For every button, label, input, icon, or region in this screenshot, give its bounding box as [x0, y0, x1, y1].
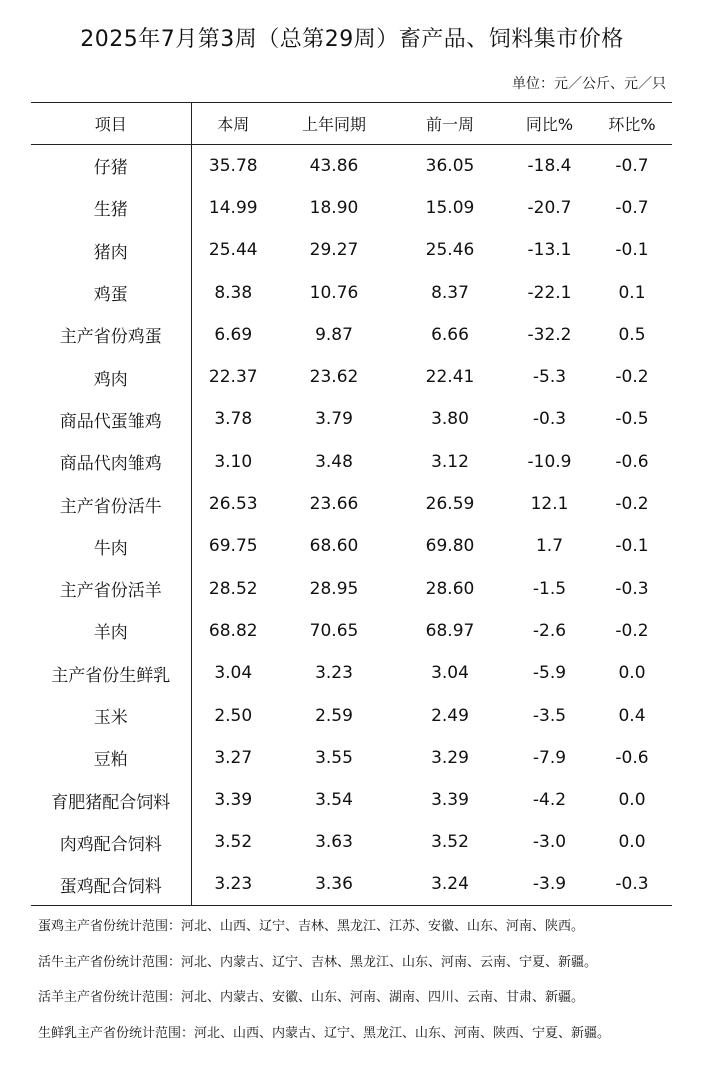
- table-row: [31, 821, 672, 863]
- row-prev-week: 26.59: [425, 494, 475, 515]
- row-wow: -0.1: [615, 240, 649, 261]
- header-yoy: 同比%: [507, 103, 592, 145]
- page-title: 2025年7月第3周（总第29周）畜产品、饲料集市价格: [80, 27, 624, 52]
- row-yoy: -5.9: [532, 663, 567, 684]
- row-this-week: 25.44: [208, 240, 258, 261]
- row-last-year: 43.86: [309, 155, 359, 176]
- table-body: [31, 145, 672, 906]
- row-this-week: 35.78: [208, 155, 258, 176]
- row-yoy: -3.5: [532, 705, 567, 726]
- row-wow: -0.2: [615, 620, 649, 641]
- row-last-year: 3.63: [315, 832, 353, 853]
- row-yoy: -10.9: [527, 451, 572, 472]
- row-yoy: -1.5: [532, 578, 567, 599]
- header-wow: 环比%: [592, 103, 672, 145]
- row-prev-week: 3.12: [431, 451, 469, 472]
- row-wow: 0.4: [618, 705, 646, 726]
- header-this-week: 本周: [191, 103, 275, 145]
- row-yoy: -4.2: [532, 790, 567, 811]
- row-last-year: 3.23: [315, 663, 353, 684]
- row-wow: -0.2: [615, 367, 649, 388]
- row-yoy: -2.6: [532, 620, 567, 641]
- row-yoy: -22.1: [527, 282, 572, 303]
- row-last-year: 68.60: [309, 536, 359, 557]
- row-this-week: 2.50: [214, 705, 253, 726]
- row-item: 商品代肉雏鸡: [31, 441, 191, 483]
- row-prev-week: 69.80: [425, 536, 475, 557]
- header-prev-week: 前一周: [393, 103, 507, 145]
- row-yoy: 1.7: [535, 536, 564, 557]
- footnotes: [38, 918, 678, 1060]
- row-prev-week: 3.52: [431, 832, 469, 853]
- row-item: 主产省份活牛: [31, 483, 191, 525]
- row-yoy: -13.1: [527, 240, 572, 261]
- row-prev-week: 3.80: [431, 409, 469, 430]
- row-this-week: 14.99: [208, 197, 258, 218]
- row-yoy: -18.4: [527, 155, 572, 176]
- row-prev-week: 3.24: [431, 874, 469, 895]
- footnote: 活牛主产省份统计范围：河北、内蒙古、辽宁、吉林、黑龙江、山东、河南、云南、宁夏、新疆。: [38, 954, 598, 970]
- row-item: 玉米: [31, 694, 191, 736]
- table-row: [31, 610, 672, 652]
- price-table: [31, 102, 672, 906]
- row-yoy: -3.0: [532, 832, 567, 853]
- row-last-year: 23.66: [309, 494, 359, 515]
- table-row: [31, 694, 672, 736]
- table-row: [31, 525, 672, 567]
- row-last-year: 23.62: [309, 367, 359, 388]
- row-this-week: 3.04: [214, 663, 253, 684]
- table-row: [31, 398, 672, 440]
- row-item: 鸡肉: [31, 356, 191, 398]
- row-prev-week: 3.04: [431, 663, 469, 684]
- row-item: 鸡蛋: [31, 271, 191, 313]
- table-row: [31, 779, 672, 821]
- row-last-year: 9.87: [315, 324, 353, 345]
- table-row: [31, 271, 672, 313]
- row-prev-week: 28.60: [425, 578, 475, 599]
- row-item: 主产省份鸡蛋: [31, 314, 191, 356]
- row-yoy: -20.7: [527, 197, 572, 218]
- row-last-year: 10.76: [309, 282, 359, 303]
- row-last-year: 2.59: [315, 705, 353, 726]
- row-prev-week: 22.41: [425, 367, 475, 388]
- row-item: 蛋鸡配合饲料: [31, 864, 191, 906]
- footnote: 生鲜乳主产省份统计范围：河北、山西、内蒙古、辽宁、黑龙江、山东、河南、陕西、宁夏、新疆。: [38, 1025, 611, 1041]
- row-item: 主产省份生鲜乳: [31, 652, 191, 694]
- row-this-week: 22.37: [208, 367, 258, 388]
- row-this-week: 26.53: [208, 494, 258, 515]
- row-item: 生猪: [31, 187, 191, 229]
- row-last-year: 28.95: [309, 578, 359, 599]
- row-yoy: -0.3: [532, 409, 567, 430]
- row-wow: -0.1: [615, 536, 649, 557]
- footnote: 蛋鸡主产省份统计范围：河北、山西、辽宁、吉林、黑龙江、江苏、安徽、山东、河南、陕西。: [38, 919, 585, 934]
- row-prev-week: 36.05: [425, 155, 475, 176]
- row-item: 羊肉: [31, 610, 191, 652]
- row-wow: -0.3: [615, 874, 649, 895]
- row-wow: -0.6: [615, 451, 649, 472]
- table-row: [31, 356, 672, 398]
- row-last-year: 3.55: [315, 747, 353, 768]
- row-this-week: 3.78: [214, 409, 253, 430]
- footnote: 活羊主产省份统计范围：河北、内蒙古、安徽、山东、河南、湖南、四川、云南、甘肃、新疆。: [38, 990, 585, 1005]
- row-wow: -0.6: [615, 747, 649, 768]
- row-wow: 0.0: [618, 663, 646, 684]
- row-this-week: 3.52: [214, 832, 253, 853]
- row-prev-week: 2.49: [431, 705, 469, 726]
- row-wow: -0.7: [615, 155, 649, 176]
- row-item: 牛肉: [31, 525, 191, 567]
- row-last-year: 3.54: [315, 790, 353, 811]
- row-yoy: 12.1: [530, 494, 569, 515]
- row-last-year: 70.65: [309, 620, 359, 641]
- row-wow: 0.5: [618, 324, 646, 345]
- row-last-year: 3.36: [315, 874, 353, 895]
- table-row: [31, 737, 672, 779]
- table-row: [31, 441, 672, 483]
- row-wow: -0.2: [615, 494, 649, 515]
- row-this-week: 3.39: [214, 790, 253, 811]
- row-item: 商品代蛋雏鸡: [31, 398, 191, 440]
- row-this-week: 3.27: [214, 747, 253, 768]
- row-prev-week: 6.66: [431, 324, 469, 345]
- table-row: [31, 145, 672, 187]
- table-row: [31, 567, 672, 609]
- row-this-week: 68.82: [208, 620, 258, 641]
- table-header-row: [31, 103, 672, 145]
- row-last-year: 18.90: [309, 197, 359, 218]
- row-prev-week: 68.97: [425, 620, 475, 641]
- row-last-year: 3.48: [315, 451, 353, 472]
- row-wow: -0.7: [615, 197, 649, 218]
- row-last-year: 3.79: [315, 409, 353, 430]
- row-last-year: 29.27: [309, 240, 359, 261]
- row-item: 豆粕: [31, 737, 191, 779]
- row-wow: -0.5: [615, 409, 649, 430]
- header-item: 项目: [31, 103, 191, 145]
- row-this-week: 6.69: [214, 324, 253, 345]
- row-yoy: -5.3: [532, 367, 567, 388]
- header-last-year: 上年同期: [275, 103, 393, 145]
- row-this-week: 3.23: [214, 874, 253, 895]
- unit-label: 单位：元／公斤、元／只: [512, 76, 666, 92]
- row-prev-week: 15.09: [425, 197, 475, 218]
- row-this-week: 3.10: [214, 451, 253, 472]
- row-wow: 0.0: [618, 790, 646, 811]
- table-row: [31, 652, 672, 694]
- row-item: 主产省份活羊: [31, 567, 191, 609]
- row-wow: -0.3: [615, 578, 649, 599]
- row-item: 仔猪: [31, 145, 191, 187]
- row-prev-week: 8.37: [431, 282, 469, 303]
- row-this-week: 28.52: [208, 578, 258, 599]
- table-row: [31, 864, 672, 906]
- table-row: [31, 229, 672, 271]
- row-yoy: -7.9: [532, 747, 567, 768]
- row-prev-week: 3.39: [431, 790, 469, 811]
- table-row: [31, 187, 672, 229]
- row-prev-week: 3.29: [431, 747, 469, 768]
- row-this-week: 69.75: [208, 536, 258, 557]
- row-wow: 0.0: [618, 832, 646, 853]
- table-row: [31, 483, 672, 525]
- row-prev-week: 25.46: [425, 240, 475, 261]
- row-yoy: -32.2: [527, 324, 572, 345]
- row-yoy: -3.9: [532, 874, 567, 895]
- row-item: 肉鸡配合饲料: [31, 821, 191, 863]
- row-item: 猪肉: [31, 229, 191, 271]
- row-item: 育肥猪配合饲料: [31, 779, 191, 821]
- table-row: [31, 314, 672, 356]
- row-wow: 0.1: [618, 282, 646, 303]
- row-this-week: 8.38: [214, 282, 253, 303]
